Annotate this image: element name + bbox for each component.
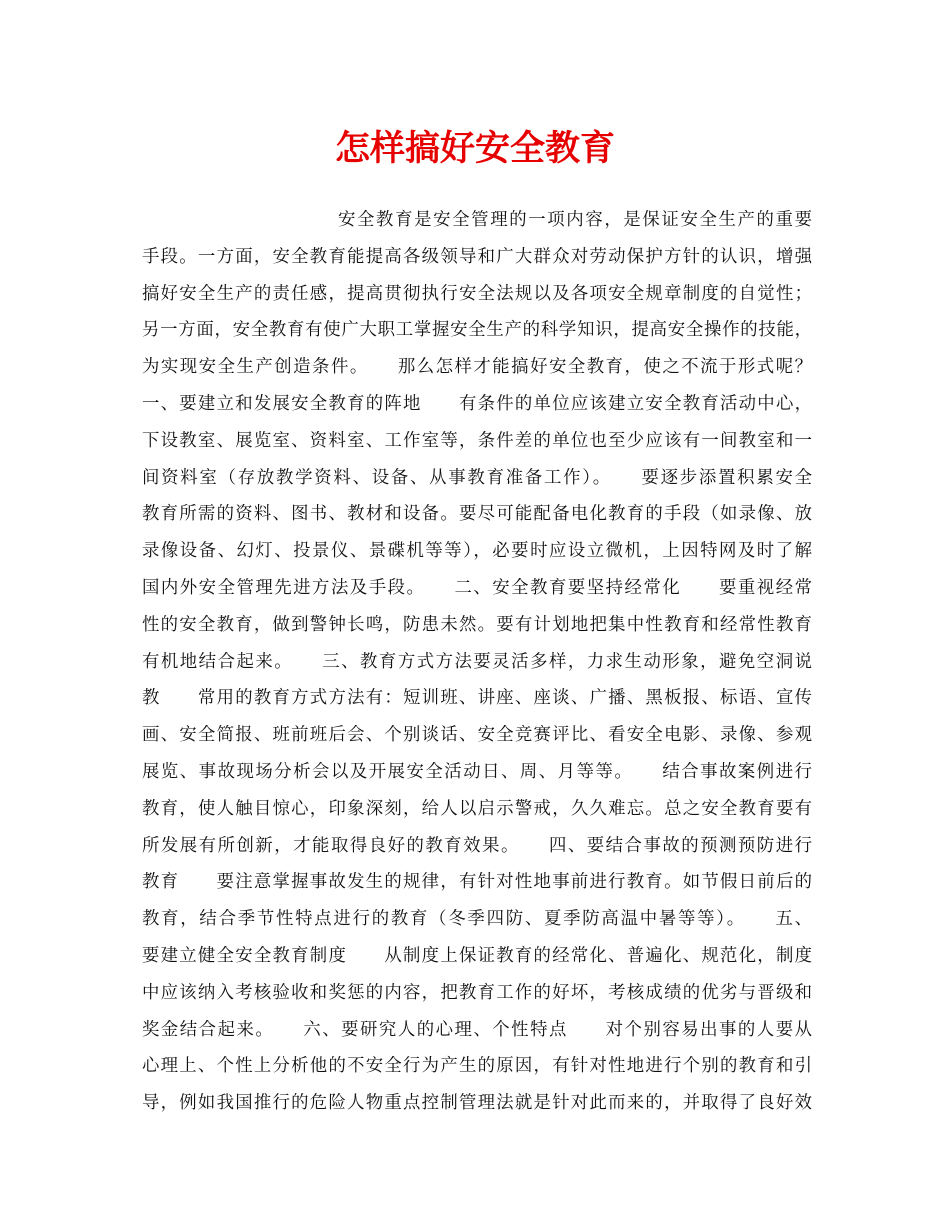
body-line-18: 所发展有所创新，才能取得良好的教育效果。 四、要结合事故的预测预防进行: [142, 835, 812, 856]
body-line-6: 一、要建立和发展安全教育的阵地 有条件的单位应该建立安全教育活动中心，: [142, 393, 812, 414]
body-line-2: 手段。一方面，安全教育能提高各级领导和广大群众对劳动保护方针的认识，增强: [142, 246, 812, 267]
body-line-8: 间资料室（存放教学资料、设备、从事教育准备工作）。 要逐步添置积累安全: [142, 467, 812, 488]
document-title: 怎样搞好安全教育: [334, 128, 615, 169]
body-line-5: 为实现安全生产创造条件。 那么怎样才能搞好安全教育，使之不流于形式呢？: [142, 357, 812, 378]
body-line-13: 有机地结合起来。 三、教育方式方法要灵活多样，力求生动形象，避免空洞说: [142, 651, 812, 672]
body-line-10: 录像设备、幻灯、投景仪、景碟机等等），必要时应设立微机，上因特网及时了解: [142, 541, 812, 562]
body-line-20: 教育，结合季节性特点进行的教育（冬季四防、夏季防高温中暑等等）。 五、: [142, 909, 812, 930]
body-line-1: 安全教育是安全管理的一项内容，是保证安全生产的重要: [338, 210, 812, 230]
body-line-14: 教 常用的教育方式方法有：短训班、讲座、座谈、广播、黑板报、标语、宣传: [142, 688, 812, 709]
body-line-16: 展览、事故现场分析会以及开展安全活动日、周、月等等。 结合事故案例进行: [142, 761, 812, 782]
body-line-23: 奖金结合起来。 六、要研究人的心理、个性特点 对个别容易出事的人要从: [142, 1019, 812, 1040]
body-line-24: 心理上、个性上分析他的不安全行为产生的原因，有针对性地进行个别的教育和引: [142, 1056, 812, 1077]
body-line-4: 另一方面，安全教育有使广大职工掌握安全生产的科学知识，提高安全操作的技能，: [142, 320, 812, 341]
body-line-15: 画、安全简报、班前班后会、个别谈话、安全竞赛评比、看安全电影、录像、参观: [142, 725, 812, 746]
document-body: [142, 202, 812, 1122]
body-line-11: 国内外安全管理先进方法及手段。 二、安全教育要坚持经常化 要重视经常: [142, 577, 812, 598]
body-line-12: 性的安全教育，做到警钟长鸣，防患未然。要有计划地把集中性教育和经常性教育: [142, 614, 812, 635]
body-line-9: 教育所需的资料、图书、教材和设备。要尽可能配备电化教育的手段（如录像、放: [142, 504, 812, 525]
body-line-19: 教育 要注意掌握事故发生的规律，有针对性地事前进行教育。如节假日前后的: [142, 872, 812, 893]
body-line-25: 导，例如我国推行的危险人物重点控制管理法就是针对此而来的，并取得了良好效: [142, 1093, 812, 1114]
body-line-3: 搞好安全生产的责任感，提高贯彻执行安全法规以及各项安全规章制度的自觉性；: [142, 283, 812, 304]
body-line-17: 教育，使人触目惊心，印象深刻，给人以启示警戒，久久难忘。总之安全教育要有: [142, 798, 812, 819]
body-line-21: 要建立健全安全教育制度 从制度上保证教育的经常化、普遍化、规范化，制度: [142, 945, 812, 966]
body-line-22: 中应该纳入考核验收和奖惩的内容，把教育工作的好坏，考核成绩的优劣与晋级和: [142, 982, 812, 1003]
body-line-7: 下设教室、展览室、资料室、工作室等，条件差的单位也至少应该有一间教室和一: [142, 430, 812, 451]
